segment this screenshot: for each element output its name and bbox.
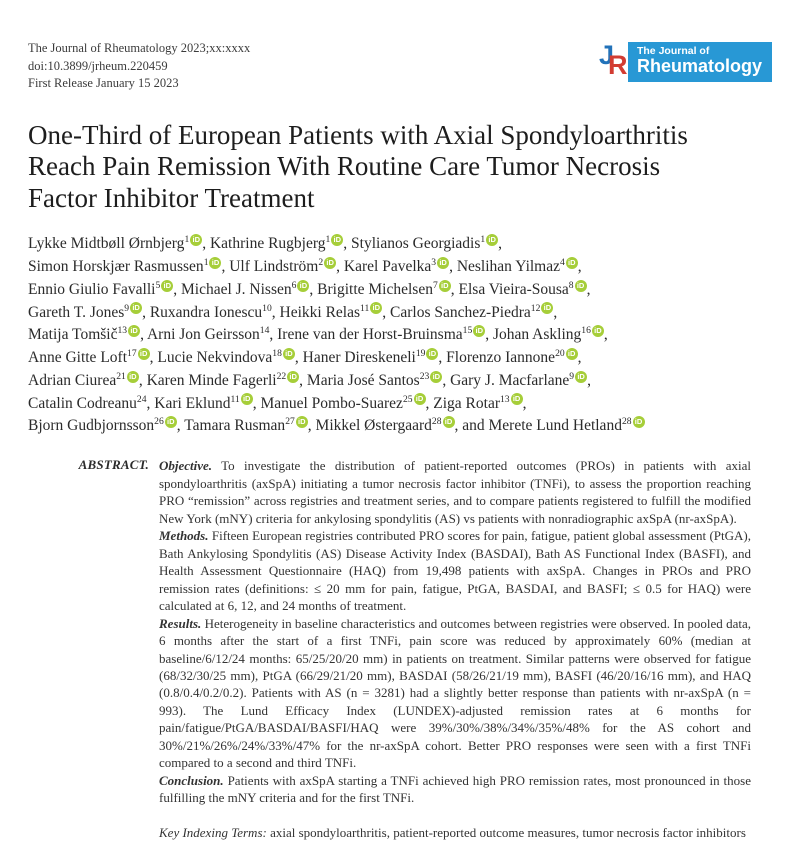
- author: Manuel Pombo-Suarez$^{25}$ iD: [260, 395, 425, 412]
- orcid-icon[interactable]: iD: [430, 371, 442, 383]
- author: Ennio Giulio Favalli$^5$ iD: [28, 281, 173, 298]
- author: Matija Tomšič$^{13}$ iD: [28, 326, 140, 343]
- orcid-icon[interactable]: iD: [161, 280, 173, 292]
- orcid-icon[interactable]: iD: [241, 393, 253, 405]
- author-affiliation-superscript: 12: [530, 302, 541, 314]
- author-affiliation-superscript: 20: [555, 347, 565, 359]
- author-affiliation-superscript: 8: [568, 279, 574, 291]
- abstract-section-label: Methods.: [159, 528, 209, 544]
- orcid-icon[interactable]: iD: [426, 348, 438, 360]
- orcid-icon[interactable]: iD: [138, 348, 150, 360]
- author: Gary J. Macfarlane$^9$ iD: [450, 372, 587, 389]
- orcid-icon[interactable]: iD: [324, 257, 336, 269]
- author: Gareth T. Jones$^9$ iD: [28, 304, 142, 321]
- author-affiliation-superscript: 21: [116, 370, 126, 382]
- abstract-section-objective: Objective. To investigate the distribution of patient-reported outcomes (PROs) in patients with axial spondyloarthritis (axSpA) initiating a tumor necrosis factor inhibitor (TNFi), to assess the proportion reaching PRO “remission” across registries and treatment series, and to compare patients registered to fulfill the modified New York (mNY) criteria for ankylosing spondylitis (AS) vs patients with nonradiographic axSpA (nr-axSpA).: [159, 458, 751, 526]
- orcid-icon[interactable]: iD: [566, 348, 578, 360]
- orcid-icon[interactable]: iD: [439, 280, 451, 292]
- journal-logo-box: [628, 42, 772, 82]
- author: Johan Askling$^{16}$ iD: [493, 326, 604, 343]
- author: Lykke Midtbøll Ørnbjerg$^1$ iD: [28, 235, 202, 252]
- author-affiliation-superscript: 1: [203, 256, 209, 268]
- author: Haner Direskeneli$^{19}$ iD: [303, 349, 439, 366]
- author-affiliation-superscript: 17: [127, 347, 137, 359]
- author: Karen Minde Fagerli$^{22}$ iD: [147, 372, 300, 389]
- article-title-line: Factor Inhibitor Treatment: [28, 183, 315, 214]
- author: Simon Horskjær Rasmussen$^1$ iD: [28, 258, 221, 275]
- author-affiliation-superscript: 15: [462, 325, 473, 337]
- author-affiliation-superscript: 25: [402, 393, 413, 405]
- author-affiliation-superscript: 3: [431, 256, 437, 268]
- author: Lucie Nekvindova$^{18}$ iD: [157, 349, 295, 366]
- orcid-icon[interactable]: iD: [297, 280, 309, 292]
- page-header: [28, 40, 772, 93]
- author: Ulf Lindström$^2$ iD: [229, 258, 336, 275]
- journal-logo: [597, 42, 772, 84]
- author-affiliation-superscript: 7: [432, 279, 438, 291]
- orcid-icon[interactable]: iD: [296, 416, 308, 428]
- orcid-icon[interactable]: iD: [443, 416, 455, 428]
- orcid-icon[interactable]: iD: [633, 416, 645, 428]
- author-affiliation-superscript: 1: [325, 234, 331, 245]
- author-affiliation-superscript: 10: [262, 302, 272, 314]
- author-affiliation-superscript: 4: [560, 256, 565, 268]
- author: Maria José Santos$^{23}$ iD: [307, 372, 442, 389]
- author-affiliation-superscript: 2: [318, 256, 324, 268]
- orcid-icon[interactable]: iD: [592, 325, 604, 337]
- author: Elsa Vieira-Sousa$^8$ iD: [459, 281, 587, 298]
- author-affiliation-superscript: 1: [184, 234, 190, 245]
- orcid-icon[interactable]: iD: [541, 302, 553, 314]
- abstract-heading: ABSTRACT.: [78, 457, 149, 473]
- author: Mikkel Østergaard$^{28}$ iD: [316, 417, 455, 434]
- article-title: [28, 120, 772, 216]
- author: Brigitte Michelsen$^7$ iD: [317, 281, 451, 298]
- key-indexing-terms-text: axial spondyloarthritis, patient-reported outcome measures, tumor necrosis factor inhibitors: [270, 824, 746, 840]
- author-affiliation-superscript: 9: [569, 370, 575, 382]
- abstract-block: [28, 457, 772, 854]
- orcid-icon[interactable]: iD: [128, 325, 140, 337]
- author-affiliation-superscript: 16: [581, 325, 591, 337]
- author: Carlos Sanchez-Piedra$^{12}$ iD: [390, 304, 553, 321]
- author-affiliation-superscript: 27: [285, 416, 295, 428]
- author: Michael J. Nissen$^6$ iD: [181, 281, 309, 298]
- author: Kathrine Rugbjerg$^1$ iD: [210, 235, 343, 252]
- abstract-section-label: Results.: [159, 615, 202, 631]
- author-affiliation-superscript: 24: [136, 393, 147, 405]
- author-affiliation-superscript: 6: [291, 279, 297, 291]
- first-release-line: First Release January 15 2023: [28, 76, 179, 90]
- citation-block: [28, 40, 250, 93]
- orcid-icon[interactable]: iD: [437, 257, 449, 269]
- orcid-icon[interactable]: iD: [486, 234, 498, 246]
- journal-logo-line1: The Journal of: [636, 45, 710, 57]
- orcid-icon[interactable]: iD: [370, 302, 382, 314]
- orcid-icon[interactable]: iD: [575, 280, 587, 292]
- author: Neslihan Yilmaz$^4$ iD: [457, 258, 578, 275]
- key-indexing-terms: [159, 824, 751, 841]
- orcid-icon[interactable]: iD: [575, 371, 587, 383]
- author-affiliation-superscript: 28: [621, 416, 632, 428]
- author: Florenzo Iannone$^{20}$ iD: [446, 349, 578, 366]
- orcid-icon[interactable]: iD: [511, 393, 523, 405]
- journal-logo-line2: Rheumatology: [636, 56, 762, 77]
- author: Karel Pavelka$^3$ iD: [344, 258, 449, 275]
- orcid-icon[interactable]: iD: [287, 371, 299, 383]
- orcid-icon[interactable]: iD: [331, 234, 343, 246]
- orcid-icon[interactable]: iD: [283, 348, 295, 360]
- orcid-icon[interactable]: iD: [190, 234, 202, 246]
- abstract-section-results: Results. Heterogeneity in baseline characteristics and outcomes between registries were observed. In pooled data, 6 months after the start of a first TNFi, pain score was reduced by approximately 60% (median at baseline/6/12/24 months: 65/25/20/20 mm) in patients on treatment. Similar patterns were observed for fatigue (68/32/30/25 mm), PtGA (66/29/21/20 mm), BASDAI (58/26/21/19 mm), BASFI (46/20/16/16 mm), and HAQ (0.8/0.4/0.2/0.2). Patients with AS (n = 3281) had a slightly better response than patients with nr-axSpA (n = 993). The Lund Efficacy Index (LUNDEX)-adjusted remission rates at 6 months for pain/fatigue/PtGA/BASDAI/BASFI/HAQ were 39%/30%/38%/34%/35%/48% for the AS cohort and 30%/21%/26%/24%/33%/47% for the nr-axSpA cohort. Better PRO responses were seen with a first TNFi compared to a second and third TNFi.: [159, 615, 751, 771]
- author-affiliation-superscript: 5: [155, 279, 161, 291]
- author: Heikki Relas$^{11}$ iD: [280, 304, 383, 321]
- orcid-icon[interactable]: iD: [209, 257, 221, 269]
- orcid-icon[interactable]: iD: [473, 325, 485, 337]
- orcid-icon[interactable]: iD: [566, 257, 578, 269]
- author: Irene van der Horst-Bruinsma$^{15}$ iD: [277, 326, 485, 343]
- author-affiliation-superscript: 18: [272, 347, 282, 359]
- author-affiliation-superscript: 11: [360, 302, 370, 314]
- author-affiliation-superscript: 22: [276, 370, 287, 382]
- author: Catalin Codreanu$^{24}$: [28, 393, 147, 412]
- author: Adrian Ciurea$^{21}$ iD: [28, 372, 139, 389]
- journal-monogram-icon: [597, 42, 627, 84]
- abstract-content: [159, 457, 751, 854]
- author: Tamara Rusman$^{27}$ iD: [184, 417, 308, 434]
- author-affiliation-superscript: 14: [259, 325, 270, 337]
- author: Bjorn Gudbjornsson$^{26}$ iD: [28, 417, 177, 434]
- abstract-section-label: Objective.: [159, 458, 213, 474]
- author-affiliation-superscript: 13: [117, 325, 128, 337]
- author-affiliation-superscript: 11: [230, 393, 240, 405]
- author-affiliation-superscript: 19: [415, 347, 426, 359]
- key-indexing-terms-label: Key Indexing Terms:: [159, 824, 267, 840]
- author: Merete Lund Hetland$^{28}$ iD: [489, 417, 645, 434]
- orcid-icon[interactable]: iD: [165, 416, 177, 428]
- monogram-letter-r: R: [607, 50, 628, 80]
- abstract-section-conclusion: Conclusion. Patients with axSpA starting a TNFi achieved high PRO remission rates, most pronounced in those fulfilling the mNY criteria and for the first TNFi.: [159, 772, 751, 806]
- author: Kari Eklund$^{11}$ iD: [154, 395, 252, 412]
- author: Ruxandra Ionescu$^{10}$: [149, 302, 272, 321]
- abstract-section-methods: Methods. Fifteen European registries contributed PRO scores for pain, fatigue, patient global assessment (PtGA), Bath Ankylosing Spondylitis (AS) Disease Activity Index (BASDAI), Bath AS Functional Index (BASFI), and Health Assessment Questionnaire (HAQ) from 19,498 patients with axSpA. Changes in PROs and PRO remission rates (definitions: ≤ 20 mm for pain, fatigue, PtGA, BASDAI, and BASFI; ≤ 0.5 for HAQ) were calculated at 6, 12, and 24 months of treatment.: [159, 528, 751, 614]
- author-affiliation-superscript: 9: [124, 302, 130, 314]
- author: Anne Gitte Loft$^{17}$ iD: [28, 349, 150, 366]
- author-affiliation-superscript: 13: [500, 393, 510, 405]
- article-title-line: Reach Pain Remission With Routine Care Tumor Necrosis: [28, 151, 661, 182]
- journal-citation-line: The Journal of Rheumatology 2023;xx:xxxx: [28, 41, 251, 55]
- author-affiliation-superscript: 26: [154, 416, 164, 428]
- author: Ziga Rotar$^{13}$ iD: [433, 395, 522, 412]
- orcid-icon[interactable]: iD: [127, 371, 139, 383]
- orcid-icon[interactable]: iD: [414, 393, 426, 405]
- author: Stylianos Georgiadis$^1$ iD: [351, 235, 498, 252]
- author-affiliation-superscript: 28: [431, 416, 442, 428]
- doi-line: doi:10.3899/jrheum.220459: [28, 58, 168, 73]
- author: Arni Jon Geirsson$^{14}$: [146, 325, 270, 344]
- article-title-line: One-Third of European Patients with Axial Spondyloarthritis: [28, 119, 688, 150]
- abstract-section-label: Conclusion.: [159, 772, 224, 788]
- orcid-icon[interactable]: iD: [130, 302, 142, 314]
- monogram-letter-j: J: [598, 40, 615, 70]
- author-list: Lykke Midtbøll Ørnbjerg$^1$ iD , Kathrine Rugbjerg$^1$ iD , Stylianos Georgiadis$^1$ iD , Simon Horskjær Rasmussen$^1$ iD , Ulf Lindström$^2$ iD , Karel Pavelka$^3$ iD , Neslihan Yilmaz$^4$ iD , Ennio Giulio Favalli$^5$ iD , Michael J. Nissen$^6$ iD , Brigitte Michelsen$^7$ iD , Elsa Vieira-Sousa$^8$ iD , Gareth T. Jones$^9$ iD , Ruxandra Ionescu$^{10}$, Heikki Relas$^{11}$ iD , Carlos Sanchez-Piedra$^{12}$ iD , Matija Tomšič$^{13}$ iD , Arni Jon Geirsson$^{14}$, Irene van der Horst-Bruinsma$^{15}$ iD , Johan Askling$^{16}$ iD , Anne Gitte Loft$^{17}$ iD , Lucie Nekvindova$^{18}$ iD , Haner Direskeneli$^{19}$ iD , Florenzo Iannone$^{20}$ iD , Adrian Ciurea$^{21}$ iD , Karen Minde Fagerli$^{22}$ iD , Maria José Santos$^{23}$ iD , Gary J. Macfarlane$^9$ iD , Catalin Codreanu$^{24}$, Kari Eklund$^{11}$ iD , Manuel Pombo-Suarez$^{25}$ iD , Ziga Rotar$^{13}$ iD , Bjorn Gudbjornsson$^{26}$ iD , Tamara Rusman$^{27}$ iD , Mikkel Østergaard$^{28}$ iD , and Merete Lund Hetland$^{28}$ iD: [28, 233, 772, 438]
- author-affiliation-superscript: 23: [419, 370, 430, 382]
- author-affiliation-superscript: 1: [480, 234, 486, 245]
